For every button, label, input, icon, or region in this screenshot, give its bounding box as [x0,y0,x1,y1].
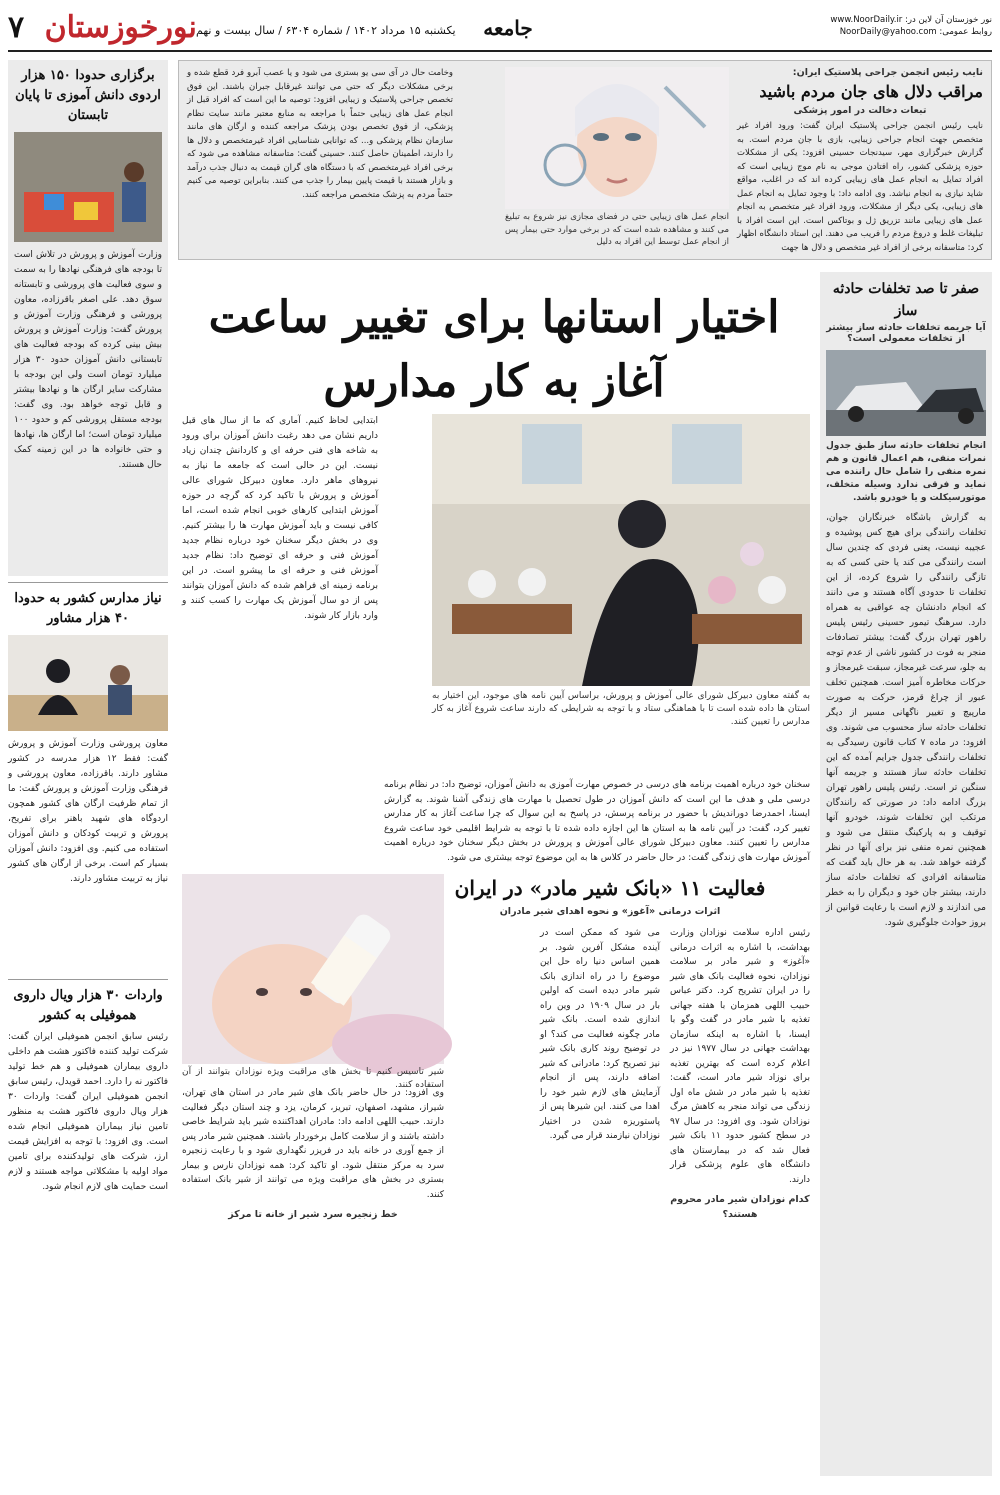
baby-photo-caption: شیر تاسیس کنیم تا بخش های مراقبت ویژه نوزادان بتوانند از آن استفاده کنند. [182,1067,444,1090]
top-box-subhead: تبعات دخالت در امور پزشکی [793,105,927,116]
counselors-body: معاون پرورشی وزارت آموزش و پرورش گفت: فقط ۱۲ هزار مدرسه در کشور مشاور دارند. باقرزاده، معاون پرورشی و فرهنگی وزارت آموزش و پرورش گفت: ما از تمام ظرفیت ارگان های کشور همچون اردوگاه های شهید باهنر برای تفریح، پرورش و تربیت کودکان و دانش آموزان استفاده می کنیم. وی افزود: دانش آموزان بسیار کم است. برخی از ارگان های کشور نیاز به تربیت مشاور دارند. [8,739,168,884]
top-box-article [178,60,992,260]
traffic-body: به گزارش باشگاه خبرنگاران جوان، تخلفات رانندگی برای هیچ کس پوشیده و عجیبه نیست، یعنی فردی که چندین سال است رانندگی می کند یا حتی کسی که به تازگی رانندگی را شروع کرده، از این تخلفات تا حدودی آگاه هستند و می دانند که انجام دادنشان چه عواقبی به همراه دارد. سرهنگ تیمور حسینی رئیس پلیس راهور تهران بزرگ گفت: بیشتر تصادفات منجر به فوت در کشور ناشی از عدم توجه به جلو، سرعت غیرمجاز، سبقت غیرمجاز و حرکات مخاطره آمیز است. همچنین تخلف عبور از چراغ قرمز، حرکت به صورت مارپیچ و تغییر ناگهانی مسیر از دیگر تخلفات حادثه ساز محسوب می شوند. وی افزود: در ماده ۷ کتاب قانون رسیدگی به تخلفات رانندگی جدول جرایم آمده که این تخلفات حادثه ساز هستند و جریمه آنها سنگین تر است. رئیس پلیس راهور تهران بزرگ ادامه داد: در صورتی که رانندگان مرتکب این تخلفات شوند، خودرو آنها توقیف و به پارکینگ منتقل می شود و همچنین نمره منفی نیز برای آنها در نظر گرفته خواهد شد. به هر حال باید گفت که متاسفانه افرادی که تخلفات حادثه ساز دارند، بیشتر جان خود و دیگران را به خطر می اندازند و لازم است با رعایت قوانین از بروز حوادث جلوگیری شود. [826,513,986,928]
main-story-continued: سخنان خود درباره اهمیت برنامه های درسی در خصوص مهارت آموزی به دانش آموزان، توضیح داد: در نظام برنامه درسی ملی و هدف ما این است که دانش آموزان در طول تحصیل با مهارت های زندگی آشنا شوند. به گزارش ایسنا، احمدرضا دوراندیش با حضور در برنامه پرسش، در پاسخ به این سوال که چرا ساعت آغاز به کار مدارس تغییر کرد، گفت: در آیین نامه ها به استان ها این اجازه داده شده تا با توجه به شرایط اقلیمی خود ساعت شروع مدارس را تعیین کنند. معاون دبیرکل شورای عالی آموزش و پرورش در بخش دیگر سخنان خود درباره اهمیت آموزش مهارت های زندگی گفت: در حال حاضر در کلاس ها به این موضوع توجه بیشتری می شود. [384,780,810,863]
camps-body: وزارت آموزش و پرورش در تلاش است تا بودجه های فرهنگی نهادها را به سمت و سوی فعالیت های پرورشی و تابستانه سوق دهد. علی اصغر باقرزاده، معاون پرورشی و فرهنگی وزارت آموزش و پرورش گفت: وزارت آموزش و پرورش بیش بینی کرده که بودجه فعالیت های تابستانی دانش آموزان حدود ۳۰ هزار میلیارد تومان است ولی این بودجه با مشارکت سایر ارگان ها و نهادها بیشتر و قابل توجه خواهد بود. وی گفت: بودجه مستقل پرورشی کم و حدود ۱۰۰ میلیارد تومان است؛ اما ارگان ها، نهادها و حتی خانواده ها در این زمینه کمک حال هستند. [14,250,163,470]
car-crash-illustration [826,350,986,436]
milk-bank-subhead: کدام نوزادان شیر مادر محروم هستند؟ [670,1194,810,1220]
classroom-illustration [432,414,810,686]
car-crash-photo [826,350,986,436]
milk-bank-column-left [182,1086,444,1474]
children-illustration [14,132,162,242]
milk-bank-subhead: خط زنجیره سرد شیر از خانه تا مرکز [228,1209,398,1220]
milk-bank-column-middle: می شود که ممکن است در آینده مشکل آفرین شود. بر همین اساس دنیا راه حل این موضوع را در راه اندازی بانک شیر مادر دیده است که اولین بار در سال ۱۹۰۹ در وین راه اندازی شده است. بانک شیر مادر چگونه فعالیت می کند؟ او در توضیح روند کاری بانک شیر نیز تصریح کرد: مادرانی که شیر اضافه دارند، پس از انجام آزمایش های لازم شیر خود را اهدا می کنند. این شیرها پس از پاستوریزه شدن در اختیار نوزادان نیازمند قرار می گیرد. [540,928,660,1141]
camps-story [8,60,168,576]
woman-face-illustration [505,67,729,209]
top-box-caption: انجام عمل های زیبایی حتی در فضای مجازی نیز شروع به تبلیغ می کنند و مشاهده شده است که در برخی موارد حتی بیمار پس از انجام عمل توسط این افراد به دلیل [505,212,729,247]
traffic-subhead: آیا جریمه تخلفات حادثه ساز بیشتر از تخلفات معمولی است؟ [826,322,986,344]
traffic-caption: انجام تخلفات حادثه ساز طبق جدول نمرات منفی، هم اعمال قانون و هم نمره منفی را شامل حال راننده می نماید و فرقی ندارد وسیله متخلف، موتورسیکلت و یا خودرو باشد. [826,441,986,503]
section-title: جامعه [483,16,533,40]
site-line: روابط عمومی: NoorDaily@yahoo.com [839,27,992,37]
site-line: نور خوزستان آن لاین در: www.NoorDaily.ir [830,15,992,25]
logo-text: نورخوزستان [44,10,197,45]
top-box-main-text [737,67,983,253]
site-info [802,14,992,38]
milk-bank-text: وی افزود: در حال حاضر بانک های شیر مادر در استان های تهران، شیراز، مشهد، اصفهان، تبریز، کرمان، یزد و چند استان دیگر فعالیت دارند. حبیب اللهی ادامه داد: مادران اهداکننده شیر باید شرایط خاصی داشته باشند و از سلامت کامل برخوردار باشند. همچنین شیر مادر پس از جمع آوری در خانه باید در فریزر نگهداری شود و با رعایت زنجیره سرد به مرکز منتقل شود. او تاکید کرد: همه نوزادان نارس و بیمار بستری در بخش های مراقبت ویژه می توانند از شیر بانک استفاده کنند. [182,1088,444,1200]
top-box-kicker: نایب رئیس انجمن جراحی پلاستیک ایران: [792,67,983,78]
top-box-body: نایب رئیس انجمن جراحی پلاستیک ایران گفت: ورود افراد غیر متخصص جهت انجام جراحی زیبایی، بازی با جان مردم است. به گزارش خبرگزاری مهر، سیدنجات حسینی افزود: یکی از مشکلات حوزه پزشکی کشور، راه افتادن موجی به نام موج زیبایی است که افراد تمایل به انجام عمل های زیبایی کرده اند که در اغلب، مواقع شاید نیازی به انجام نباشد. وی ادامه داد: با وجود تمایل به انجام عمل های زیبایی، یکی دیگر از مشکلات، ورود افراد غیر متخصص به انجام عمل های زیبایی مانند تزریق ژل و بوتاکس است. این است افراد با تبلیغات غلط و دروغ مردم را فریب می دهند. این استاد دانشگاه اظهار کرد: متاسفانه برخی از افراد غیر متخصص و دلال ها جهت [737,121,983,253]
top-box-headline: مراقب دلال های جان مردم باشید [759,82,983,101]
children-playing-photo [14,132,162,242]
milk-bank-column-right [670,926,810,1474]
classroom-photo [432,414,810,686]
top-box-body-continued: وخامت حال در آی سی یو بستری می شود و یا عصب آبرو فرد قطع شده و برخی مشکلات دیگر که حتی می توانند غیرقابل جبران باشند. این فوق تخصص جراحی پلاستیک و زیبایی افزود: توصیه ما این است که افراد قبل از انجام عمل های زیبایی حتماً با مراجعه به منابع معتبر مانند سایت نظام پزشکی، از فوق تخصص بودن پزشک مراجعه کننده و ارگان های مانند سازمان نظام پزشکی و... که توانایی شناسایی افراد غیرمتخصص و دلال ها را دارند، اطمینان حاصل کنند. حسینی گفت: متاسفانه مشاهده می شود که برخی افراد غیرمتخصص که با دستگاه های گران قیمت به دنبال جذب درآمد و بازار هستند با قیمت پایین بیمار را جذب می کنند. بنابراین توصیه می کنیم حتماً مردم به پزشک متخصص مراجعه کنند. [187,68,453,200]
main-story-lead: به گفته معاون دبیرکل شورای عالی آموزش و پرورش، براساس آیین نامه های موجود، این اختیار به استان ها داده شده است تا با هماهنگی ستاد و با توجه به شرایطی که دارند ساعت شروع آغاز به کار مدارس را تعیین کنند. [432,691,810,727]
cosmetic-surgery-photo [505,67,729,209]
milk-bank-text: رئیس اداره سلامت نوزادان وزارت بهداشت، با اشاره به اثرات درمانی «آغوز» و شیر مادر بر سلامت نوزادان، نحوه فعالیت بانک های شیر را در ایران تشریح کرد. دکتر عباس حبیب اللهی همزمان با هفته جهانی تغذیه با شیر مادر در گفت وگو با ایسنا، با اشاره به اینکه سازمان بهداشت جهانی در سال ۱۹۷۷ نیز در اعلام کرده است که بهترین تغذیه برای نوزاد شیر مادر است، گفت: تغذیه با شیر مادر در شش ماه اول زندگی می تواند منجر به کاهش مرگ نوزادان شود. وی افزود: در سال ۹۷ در سطح کشور حدود ۱۱ بانک شیر فعال شد که در بیمارستان های دانشگاه های علوم پزشکی قرار دارند. [670,928,811,1185]
hemophilia-headline: واردات ۳۰ هزار ویال داروی هموفیلی به کشور [13,988,163,1023]
counselors-story [8,589,168,973]
main-headline: اختیار استانها برای تغییر ساعت آغاز به کار مدارس [208,292,780,407]
traffic-violations-column [820,272,992,1476]
baby-photo [182,874,444,1064]
newspaper-logo [8,10,197,45]
counselor-illustration [8,635,168,731]
traffic-headline: صفر تا صد تخلفات حادثه ساز [832,281,980,319]
milk-bank-headline: فعالیت ۱۱ «بانک شیر مادر» در ایران [454,876,766,900]
milk-bank-kicker: اثرات درمانی «آغوز» و نحوه اهدای شیر مادران [499,906,721,917]
masthead [8,8,992,52]
counselor-photo [8,635,168,731]
hemophilia-body: رئیس سابق انجمن هموفیلی ایران گفت: شرکت تولید کننده فاکتور هشت هم داخلی داروی بیماران هموفیلی و هم خط تولید فاکتور نه را دارد. احمد قویدل، رئیس سابق انجمن هموفیلی ایران گفت: واردات ۳۰ هزار ویال داروی فاکتور هشت به منظور تامین نیاز بیماران هموفیلی انجام شده است. وی افزود: با توجه به افزایش قیمت ارز، شرکت های تولیدکننده برای تامین مواد اولیه با مشکلاتی مواجه هستند و لازم است حمایت های لازم انجام شود. [8,1032,168,1192]
left-news-column [8,60,168,1432]
baby-bottle-illustration [182,874,444,1064]
hemophilia-story [8,986,168,1432]
main-story-column: ابتدایی لحاظ کنیم. آماری که ما از سال های قبل داریم نشان می دهد رغبت دانش آموزان برای ورود به شاخه های فنی حرفه ای و کاردانش چندان زیاد نیست. این در حالی است که جامعه ما نیاز به نیروهای ماهر دارد. معاون دبیرکل شورای عالی آموزش و پرورش با تاکید کرد که گرچه در حوزه آموزش ابتدایی کارهای خوبی انجام شده است، اما کافی نیست و باید آموزش مهارت ها را بیشتر کنیم. وی در بخش دیگر سخنان خود درباره نظام جدید آموزش فنی و حرفه ای توضیح داد: نظام جدید آموزش فنی و حرفه ای ما پیشرو است. در این برنامه زمینه ای فراهم شده که دانش آموزان بتوانند پس از دو سال آموزش یک مهارت را کسب کنند و وارد بازار کار شوند. [182,416,378,621]
camps-headline: برگزاری حدودا ۱۵۰ هزار اردوی دانش آموزی تا پایان تابستان [15,68,161,123]
page-number: ۷ [8,10,25,45]
issue-date-line: یکشنبه ۱۵ مرداد ۱۴۰۲ / شماره ۶۳۰۴ / سال بیست و نهم [196,24,456,37]
counselors-headline: نیاز مدارس کشور به حدودا ۴۰ هزار مشاور [14,591,162,626]
